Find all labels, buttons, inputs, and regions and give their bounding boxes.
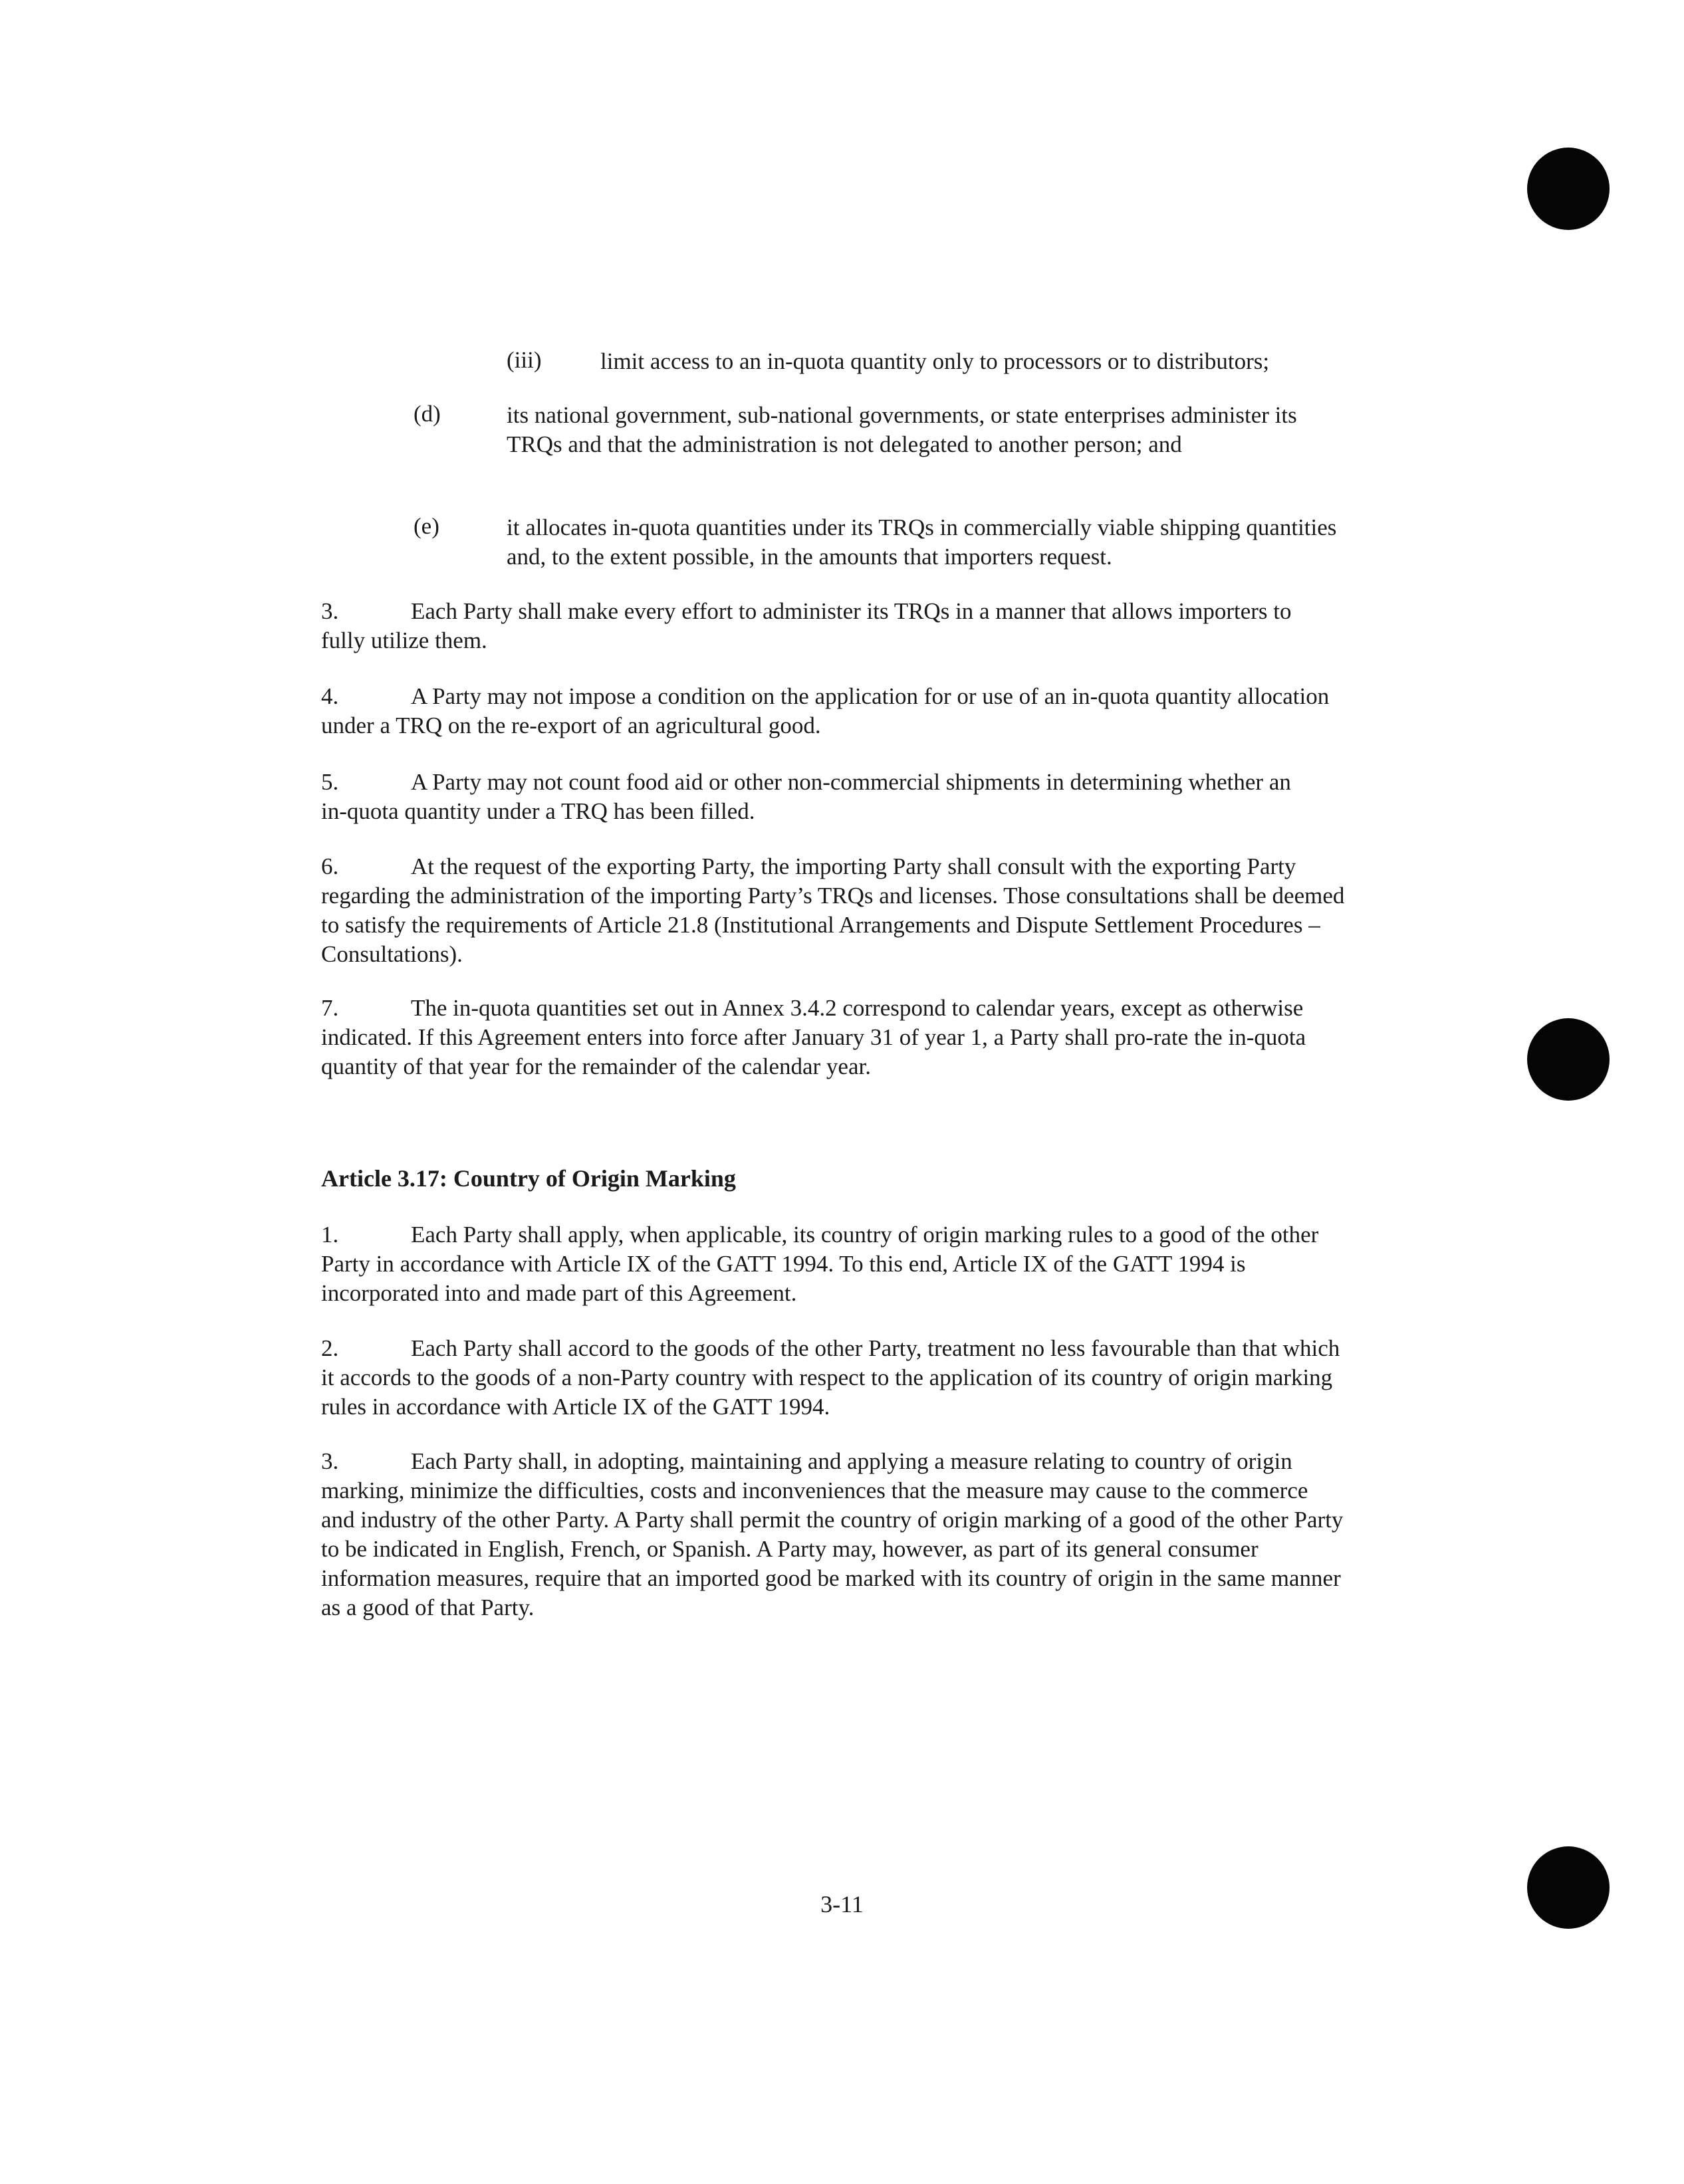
paragraph-number: 7. xyxy=(321,995,339,1021)
item-text-d: its national government, sub-national governments, or state enterprises administer its TRQs and that the administration is not delegated to another person; and xyxy=(507,402,1297,457)
paragraph-4 xyxy=(321,682,1338,740)
paragraph-3 xyxy=(321,597,1298,655)
paragraph-text: The in-quota quantities set out in Annex 3.4.2 correspond to calendar years, except as otherwise indicated. If this Agreement enters into force after January 31 of year 1, a Party shall pro-rate the in-quota quantity of that year for the remainder of the calendar year. xyxy=(321,995,1306,1079)
article-paragraph-1 xyxy=(321,1220,1345,1308)
punch-hole-middle xyxy=(1527,1018,1610,1101)
paragraph-text: A Party may not count food aid or other non-commercial shipments in determining whether an in-quota quantity under a TRQ has been filled. xyxy=(321,769,1291,824)
paragraph-text: Each Party shall, in adopting, maintaining and applying a measure relating to country of origin marking, minimize the difficulties, costs and inconveniences that the measure may cause to the commerce and industry of the other Party. A Party shall permit the country of origin marking of a good of the other Party to be indicated in English, French, or Spanish. A Party may, however, as part of its general consumer information measures, require that an imported good be marked with its country of origin in the same manner as a good of that Party. xyxy=(321,1448,1344,1620)
paragraph-number: 4. xyxy=(321,683,339,709)
paragraph-text: At the request of the exporting Party, the importing Party shall consult with the exporting Party regarding the administration of the importing Party’s TRQs and licenses. Those consultations shall be deemed to satisfy the requirements of Article 21.8 (Institutional Arrangements and Dispute Settlement Procedures – Consultations). xyxy=(321,853,1345,967)
item-text-iii: limit access to an in-quota quantity only to processors or to distributors; xyxy=(600,348,1270,374)
paragraph-text: Each Party shall make every effort to administer its TRQs in a manner that allows importers to fully utilize them. xyxy=(321,598,1292,653)
paragraph-number: 3. xyxy=(321,598,339,624)
item-label-d: (d) xyxy=(414,401,441,427)
punch-hole-top xyxy=(1527,148,1610,230)
item-label-iii: (iii) xyxy=(507,347,542,373)
item-text-e: it allocates in-quota quantities under its TRQs in commercially viable shipping quantities and, to the extent possible, in the amounts that importers request. xyxy=(507,514,1337,570)
article-paragraph-3 xyxy=(321,1447,1345,1622)
paragraph-text: Each Party shall apply, when applicable, its country of origin marking rules to a good of the other Party in accordance with Article IX of the GATT 1994. To this end, Article IX of the GATT 1994 is incorporated into and made part of this Agreement. xyxy=(321,1222,1319,1306)
paragraph-number: 1. xyxy=(321,1222,339,1248)
article-paragraph-2 xyxy=(321,1334,1345,1422)
paragraph-number: 6. xyxy=(321,853,339,879)
paragraph-number: 5. xyxy=(321,769,339,795)
paragraph-6 xyxy=(321,852,1345,969)
paragraph-number: 3. xyxy=(321,1448,339,1474)
page-number: 3-11 xyxy=(820,1891,864,1917)
paragraph-text: A Party may not impose a condition on the application for or use of an in-quota quantity allocation under a TRQ on the re-export of an agricultural good. xyxy=(321,683,1330,738)
paragraph-5 xyxy=(321,768,1312,826)
paragraph-number: 2. xyxy=(321,1335,339,1361)
paragraph-text: Each Party shall accord to the goods of the other Party, treatment no less favourable than that which it accords to the goods of a non-Party country with respect to the application of its country of origin marking rules in accordance with Article IX of the GATT 1994. xyxy=(321,1335,1340,1420)
item-label-e: (e) xyxy=(414,513,439,539)
article-heading: Article 3.17: Country of Origin Marking xyxy=(321,1165,736,1192)
paragraph-7 xyxy=(321,994,1325,1081)
